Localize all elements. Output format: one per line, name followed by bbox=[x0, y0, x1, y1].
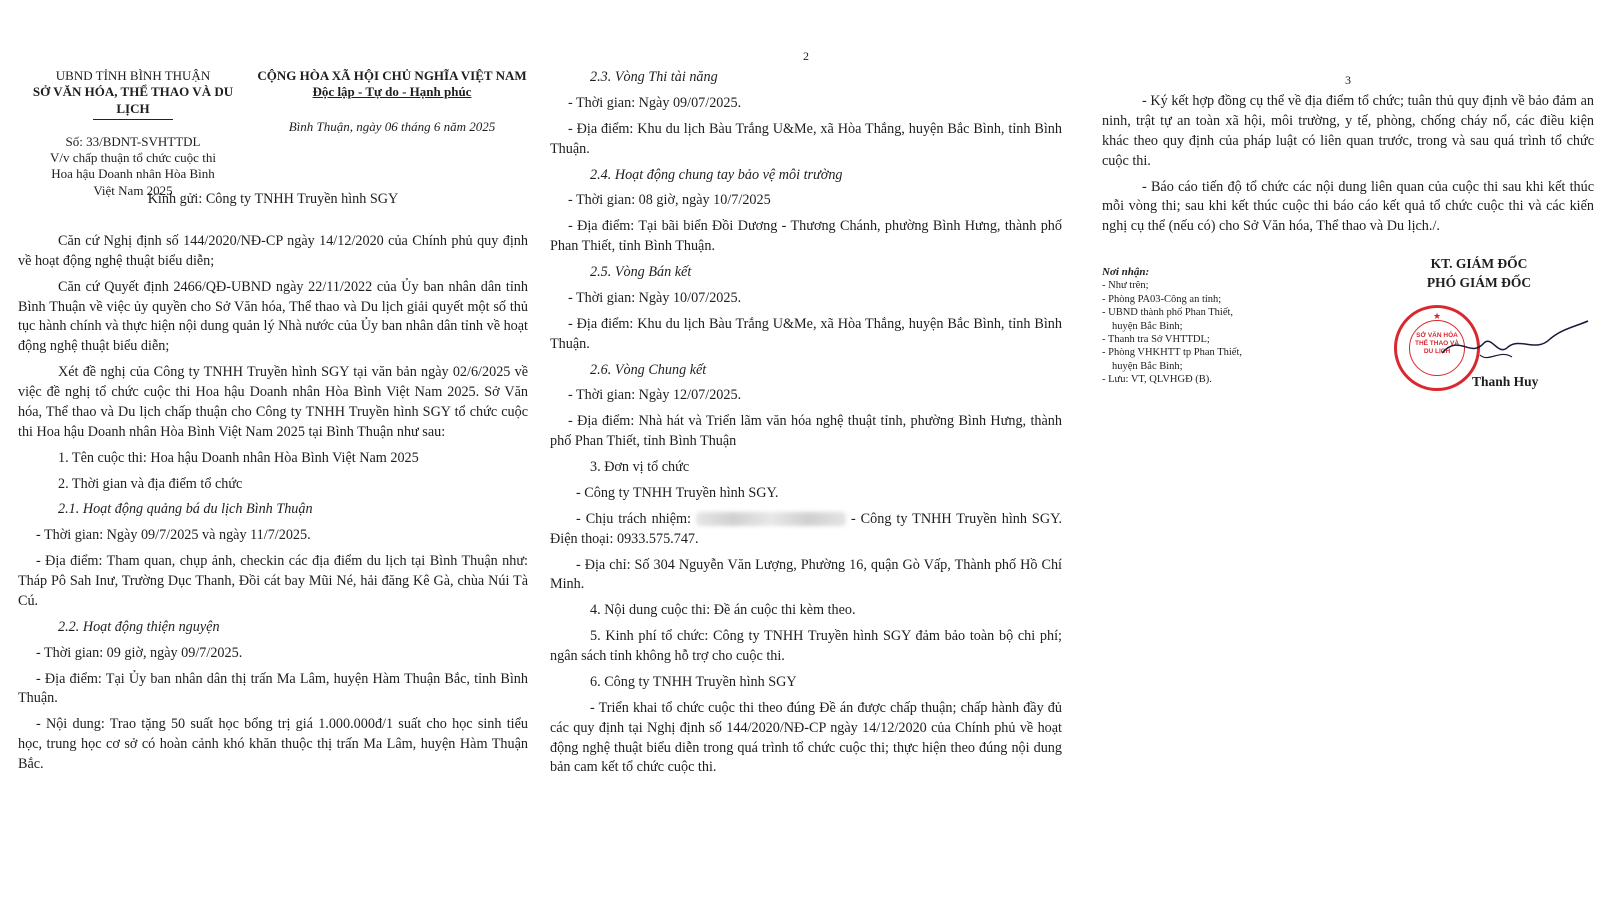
organizer-company: - Công ty TNHH Truyền hình SGY. bbox=[576, 484, 779, 501]
section-2-2-time: - Thời gian: 09 giờ, ngày 09/7/2025. bbox=[36, 644, 243, 661]
recipient-item: - Phòng VHKHTT tp Phan Thiết, bbox=[1102, 347, 1243, 359]
legal-basis-2: Căn cứ Quyết định 2466/QĐ-UBND ngày 22/11/2022 của Ủy ban nhân dân tỉnh Bình Thuận về việc ủy quyền cho Sở Văn hóa, Thể thao và Du lịch giải quyết một số thủ tục hành chính và thực hiện nội dung quản lý Nhà nước của Ủy ban nhân dân tỉnh về hoạt động nghệ thuật biểu diễn; bbox=[18, 278, 528, 355]
responsible-label: - Chịu trách nhiệm: bbox=[576, 510, 692, 527]
signature-block bbox=[1364, 255, 1594, 390]
section-2-6-title: 2.6. Vòng Chung kết bbox=[590, 361, 707, 378]
recipient-line: Kính gửi: Công ty TNHH Truyền hình SGY bbox=[147, 191, 399, 207]
recipient-item: huyện Bắc Bình; bbox=[1112, 360, 1183, 372]
section-2-3-place: - Địa điểm: Khu du lịch Bàu Trắng U&Me, xã Hòa Thắng, huyện Bắc Bình, tỉnh Bình Thuận. bbox=[550, 120, 1062, 157]
document-page-1 bbox=[18, 0, 528, 900]
issue-date: Bình Thuận, ngày 06 tháng 6 năm 2025 bbox=[288, 118, 496, 134]
national-block bbox=[256, 68, 528, 135]
item-6-text: - Triển khai tổ chức cuộc thi theo đúng Đề án được chấp thuận; chấp hành đầy đủ các quy định tại Nghị định số 144/2020/NĐ-CP ngày 14/12/2020 của Chính phủ về hoạt động nghệ thuật biểu diễn trong quá trình tổ chức cuộc thi; thực hiện theo đúng nội dung bản cam kết tổ chức cuộc thi. bbox=[550, 699, 1062, 776]
organizer-address: - Địa chỉ: Số 304 Nguyễn Văn Lượng, Phường 16, quận Gò Vấp, Thành phố Hồ Chí Minh. bbox=[550, 556, 1062, 593]
subject-line-1: V/v chấp thuận tổ chức cuộc thi bbox=[50, 150, 216, 165]
section-2-5-time: - Thời gian: Ngày 10/07/2025. bbox=[568, 289, 742, 306]
section-2-1-place: - Địa điểm: Tham quan, chụp ảnh, checkin các địa điểm du lịch tại Bình Thuận như: Tháp Pô Sah Inư, Trường Dục Thanh, Đồi cát bay Mũi Né, hải đăng Kê Gà, chùa Núi Tà Cú. bbox=[18, 553, 528, 609]
obligation-paragraph-1: - Ký kết hợp đồng cụ thể về địa điểm tổ chức; tuân thủ quy định về bảo đảm an ninh, trật tự an toàn xã hội, môi trường, y tế, phòng, chống cháy nổ, các điều kiện khác theo quy định của pháp luật có liên quan trước, trong và sau quá trình tổ chức cuộc thi. bbox=[1102, 93, 1594, 169]
approval-paragraph: Xét đề nghị của Công ty TNHH Truyền hình SGY tại văn bản ngày 02/6/2025 về việc đề nghị tổ chức cuộc thi Hoa hậu Doanh nhân Hòa Bình Việt Nam 2025. Sở Văn hóa, Thể thao và Du lịch chấp thuận cho Công ty TNHH Truyền hình SGY tổ chức cuộc thi Hoa hậu Doanh nhân Hòa Bình Việt Nam 2025 tại Bình Thuận như sau: bbox=[18, 364, 528, 440]
responsible-suffix: - Công ty TNHH Truyền hình SGY. Điện thoại: 0933.575.747. bbox=[550, 510, 1063, 547]
page-number: 3 bbox=[1345, 73, 1351, 87]
recipient-item: - Thanh tra Sở VHTTDL; bbox=[1102, 333, 1210, 345]
recipient-item: - UBND thành phố Phan Thiết, bbox=[1102, 307, 1234, 319]
item-1: 1. Tên cuộc thi: Hoa hậu Doanh nhân Hòa Bình Việt Nam 2025 bbox=[58, 449, 419, 466]
province-name: UBND TỈNH BÌNH THUẬN bbox=[55, 68, 211, 83]
document-page-3 bbox=[1102, 0, 1594, 900]
section-2-6-place: - Địa điểm: Nhà hát và Triển lãm văn hóa nghệ thuật tỉnh, phường Bình Hưng, thành phố Phan Thiết, tỉnh Bình Thuận bbox=[550, 413, 1062, 450]
sign-title-1: KT. GIÁM ĐỐC bbox=[1430, 256, 1528, 272]
item-4: 4. Nội dung cuộc thi: Đề án cuộc thi kèm theo. bbox=[590, 602, 856, 619]
section-2-3-title: 2.3. Vòng Thi tài năng bbox=[590, 69, 718, 85]
document-header bbox=[18, 0, 528, 198]
section-2-5-title: 2.5. Vòng Bán kết bbox=[590, 264, 692, 280]
recipient-item: - Như trên; bbox=[1102, 280, 1149, 292]
item-2: 2. Thời gian và địa điểm tổ chức bbox=[58, 475, 243, 492]
signer-name: Thanh Huy bbox=[1472, 374, 1539, 390]
section-2-6-time: - Thời gian: Ngày 12/07/2025. bbox=[568, 387, 742, 404]
recipient-item: huyện Bắc Bình; bbox=[1112, 320, 1183, 332]
sign-title-2: PHÓ GIÁM ĐỐC bbox=[1426, 275, 1532, 291]
section-2-4-place: - Địa điểm: Tại bãi biển Đồi Dương - Thương Chánh, phường Bình Hưng, thành phố Phan Thiết, tỉnh Bình Thuận. bbox=[550, 218, 1062, 255]
section-2-5-place: - Địa điểm: Khu du lịch Bàu Trắng U&Me, xã Hòa Thắng, huyện Bắc Bình, tỉnh Bình Thuận. bbox=[550, 315, 1062, 352]
item-5: 5. Kinh phí tổ chức: Công ty TNHH Truyền hình SGY đảm bảo toàn bộ chi phí; ngân sách tỉnh không hỗ trợ cho cuộc thi. bbox=[550, 628, 1062, 664]
handwritten-signature bbox=[1440, 313, 1590, 373]
section-2-2-title: 2.2. Hoạt động thiện nguyện bbox=[58, 618, 220, 635]
subject-line-3: Việt Nam 2025 bbox=[93, 182, 173, 198]
stamp-star-icon: ★ bbox=[1433, 311, 1442, 322]
recipients-title: Nơi nhận: bbox=[1102, 266, 1150, 279]
obligation-paragraph-2: - Báo cáo tiến độ tổ chức các nội dung liên quan của cuộc thi sau khi kết thúc mỗi vòng thi; sau khi kết thúc cuộc thi báo cáo kết quả tổ chức cuộc thi và các kiến nghị cụ thể (nếu có) cho Sở Văn hóa, Thể thao và Du lịch./. bbox=[1102, 178, 1594, 235]
subject-line-2: Hoa hậu Doanh nhân Hòa Bình bbox=[51, 166, 215, 182]
page-number: 2 bbox=[803, 49, 809, 63]
section-2-1-time: - Thời gian: Ngày 09/7/2025 và ngày 11/7/2025. bbox=[36, 527, 311, 544]
recipient-item: - Phòng PA03-Công an tỉnh; bbox=[1102, 293, 1222, 305]
section-2-4-title: 2.4. Hoạt động chung tay bảo vệ môi trường bbox=[590, 166, 843, 183]
item-3: 3. Đơn vị tổ chức bbox=[590, 459, 690, 475]
item-6: 6. Công ty TNHH Truyền hình SGY bbox=[590, 673, 797, 690]
section-2-2-content: - Nội dung: Trao tặng 50 suất học bổng trị giá 1.000.000đ/1 suất cho học sinh tiểu học, trung học cơ sở có hoàn cảnh khó khăn thuộc thị trấn Ma Lâm, huyện Hàm Thuận Bắc. bbox=[18, 716, 528, 772]
organizer-responsible bbox=[550, 510, 1062, 550]
recipient-item: - Lưu: VT, QLVHGĐ (B). bbox=[1102, 374, 1212, 386]
closing-block bbox=[1102, 255, 1594, 415]
recipients-list bbox=[1102, 265, 1322, 387]
nation-title: CỘNG HÒA XÃ HỘI CHỦ NGHĨA VIỆT NAM bbox=[257, 68, 527, 83]
section-2-1-title: 2.1. Hoạt động quảng bá du lịch Bình Thuận bbox=[58, 501, 313, 518]
document-page-2 bbox=[550, 0, 1062, 900]
section-2-3-time: - Thời gian: Ngày 09/07/2025. bbox=[568, 94, 742, 111]
issuer-block bbox=[18, 68, 248, 199]
department-name: SỞ VĂN HÓA, THỂ THAO VÀ DU LỊCH bbox=[32, 84, 234, 116]
redacted-name bbox=[696, 512, 846, 526]
section-2-2-place: - Địa điểm: Tại Ủy ban nhân dân thị trấn Ma Lâm, huyện Hàm Thuận Bắc, tỉnh Bình Thuận. bbox=[18, 670, 528, 707]
document-number: Số: 33/BDNT-SVHTTDL bbox=[65, 133, 201, 149]
header-divider bbox=[93, 119, 173, 120]
stamp-text: SỞ VĂN HÓA THỂ THAO VÀ DU LỊCH bbox=[1414, 332, 1460, 356]
section-2-4-time: - Thời gian: 08 giờ, ngày 10/7/2025 bbox=[568, 192, 771, 209]
legal-basis-1: Căn cứ Nghị định số 144/2020/NĐ-CP ngày 14/12/2020 của Chính phủ quy định về hoạt động nghệ thuật biểu diễn; bbox=[18, 232, 528, 269]
national-motto: Độc lập - Tự do - Hạnh phúc bbox=[312, 84, 472, 100]
